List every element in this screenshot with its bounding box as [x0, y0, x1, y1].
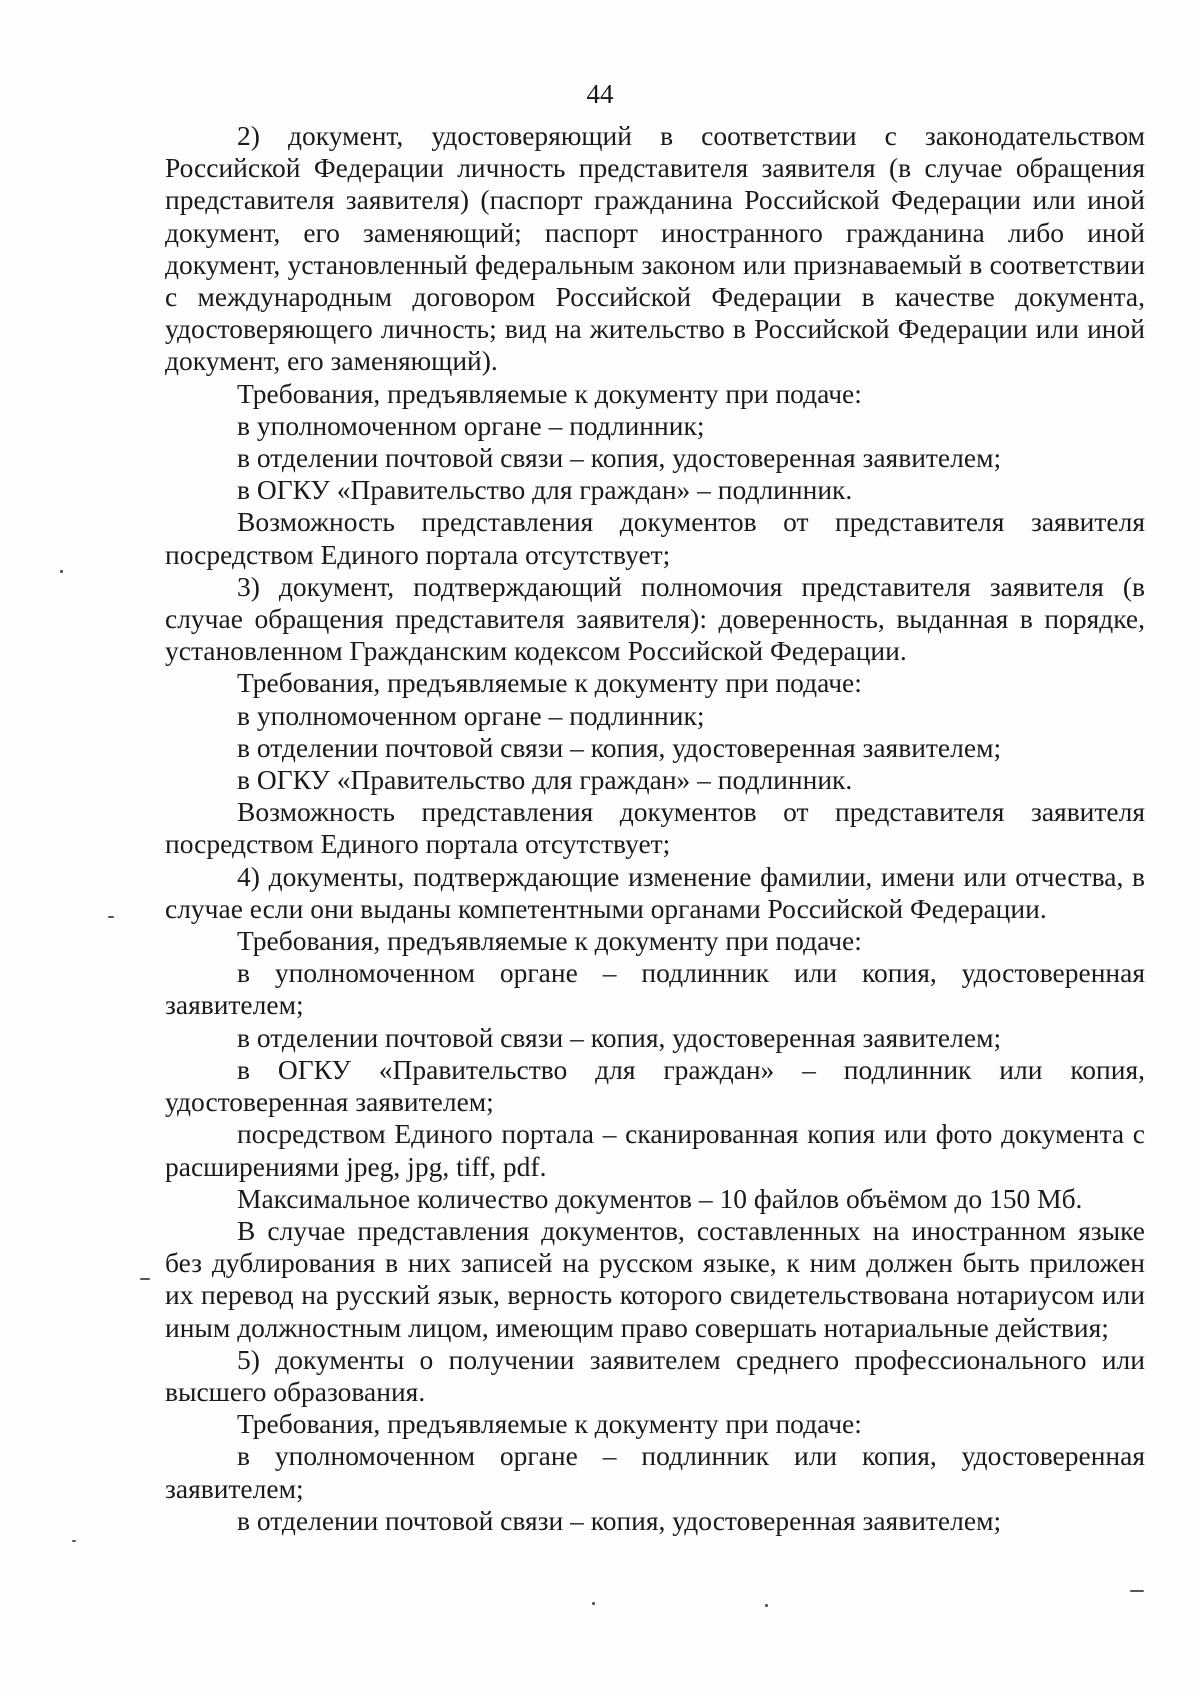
paragraph-portal-scan: посредством Единого портала – сканированная копия или фото документа с расширениями jpeg, jpg, tiff, pdf. — [165, 1118, 1145, 1182]
scan-speck — [108, 916, 114, 918]
paragraph-requirements-heading: Требования, предъявляемые к документу при подаче: — [237, 377, 862, 409]
paragraph-authorized-body: в уполномоченном органе – подлинник или копия, удостоверенная заявителем; — [165, 1440, 1145, 1504]
paragraph-portal-unavailable: Возможность представления документов от представителя заявителя посредством Единого портала отсутствует; — [165, 796, 1145, 860]
paragraph-authorized-body: в уполномоченном органе – подлинник; — [237, 699, 705, 731]
paragraph-post-office: в отделении почтовой связи – копия, удостоверенная заявителем; — [237, 1504, 1002, 1536]
page-number: 44 — [586, 79, 614, 109]
paragraph-item-2-identity-document: 2) документ, удостоверяющий в соответствии с законодательством Российской Федерации личность представителя заявителя (в случае обращения представителя заявителя) (паспорт гражданина Российской Федерации или иной документ, его заменяющий; паспорт иностранного гражданина либо иной документ, установленный федеральным законом или признаваемый в соответствии с международным договором Российской Федерации в качестве документа, удостоверяющего личность; вид на жительство в Российской Федерации или иной документ, его заменяющий). — [165, 120, 1145, 377]
scan-speck — [592, 1602, 595, 1605]
paragraph-ogku: в ОГКУ «Правительство для граждан» – подлинник. — [237, 764, 853, 796]
paragraph-post-office: в отделении почтовой связи – копия, удостоверенная заявителем; — [237, 442, 1002, 474]
scan-speck — [72, 1540, 76, 1542]
scan-speck — [765, 1604, 768, 1607]
paragraph-authorized-body: в уполномоченном органе – подлинник или копия, удостоверенная заявителем; — [165, 957, 1145, 1021]
paragraph-requirements-heading: Требования, предъявляемые к документу при подаче: — [237, 925, 862, 957]
paragraph-post-office: в отделении почтовой связи – копия, удостоверенная заявителем; — [237, 731, 1002, 763]
paragraph-portal-unavailable: Возможность представления документов от представителя заявителя посредством Единого портала отсутствует; — [165, 506, 1145, 570]
paragraph-post-office: в отделении почтовой связи – копия, удостоверенная заявителем; — [237, 1021, 1002, 1053]
document-body — [165, 120, 1145, 1537]
paragraph-requirements-heading: Требования, предъявляемые к документу при подаче: — [237, 667, 862, 699]
scan-speck — [140, 1278, 150, 1280]
paragraph-authorized-body: в уполномоченном органе – подлинник; — [237, 409, 705, 441]
paragraph-max-documents: Максимальное количество документов – 10 файлов объёмом до 150 Мб. — [237, 1182, 1083, 1214]
paragraph-ogku: в ОГКУ «Правительство для граждан» – подлинник или копия, удостоверенная заявителем; — [165, 1053, 1145, 1118]
paragraph-ogku: в ОГКУ «Правительство для граждан» – подлинник. — [237, 474, 853, 506]
paragraph-foreign-language: В случае представления документов, составленных на иностранном языке без дублирования в них записей на русском языке, к ним должен быть приложен их перевод на русский язык, верность которого свидетельствована нотариусом или иным должностным лицом, имеющим право совершать нотариальные действия; — [165, 1214, 1145, 1343]
scan-speck — [1130, 1590, 1144, 1592]
paragraph-item-5-education: 5) документы о получении заявителем среднего профессионального или высшего образования. — [165, 1343, 1145, 1407]
paragraph-item-4-name-change: 4) документы, подтверждающие изменение фамилии, имени или отчества, в случае если они выданы компетентными органами Российской Федерации. — [165, 860, 1145, 924]
scan-speck — [60, 570, 63, 573]
paragraph-requirements-heading: Требования, предъявляемые к документу при подаче: — [237, 1408, 862, 1440]
paragraph-item-3-power-of-attorney: 3) документ, подтверждающий полномочия представителя заявителя (в случае обращения представителя заявителя): доверенность, выданная в порядке, установленном Гражданским кодексом Российской Федерации. — [165, 570, 1145, 667]
